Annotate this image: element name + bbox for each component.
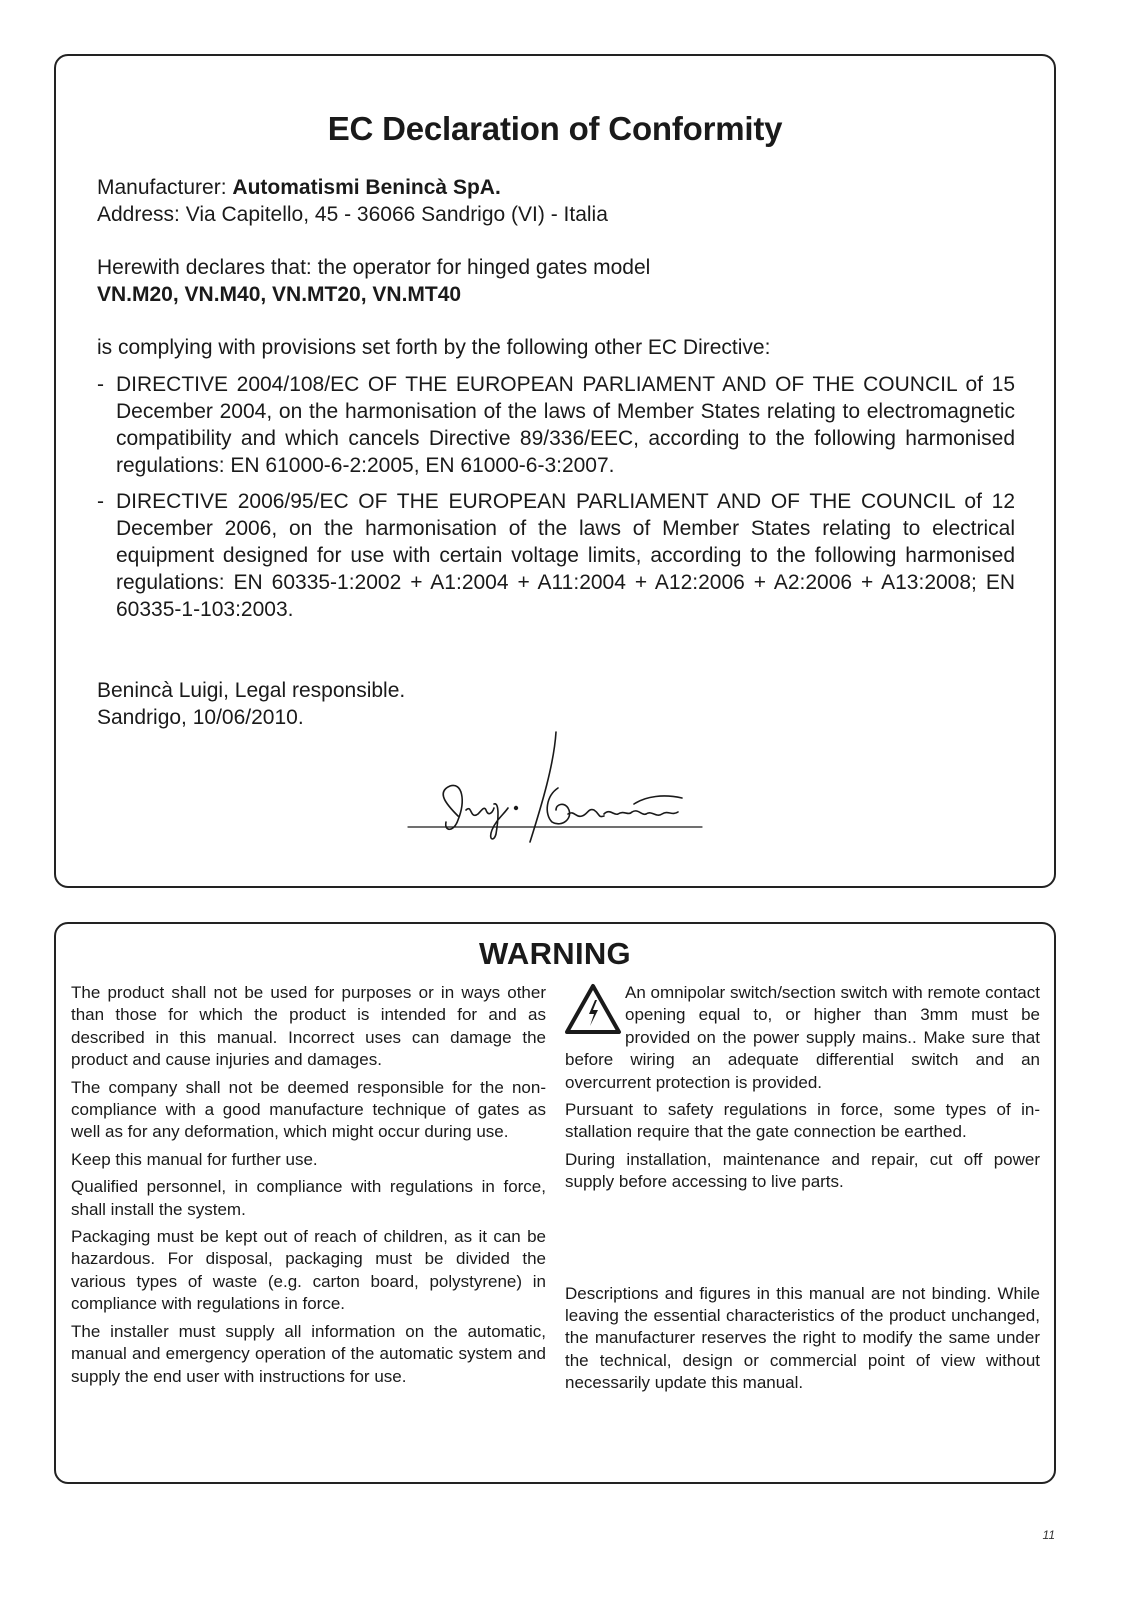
warning-paragraph: An omnipolar switch/section switch with remote contact opening equal to, or higher than 3mm must be provided on the power supply mains.. Make sure that before wiring an adequate differential switch and an overcurrent protection is provided. (565, 983, 1040, 1092)
manufacturer-line (97, 174, 1015, 201)
page-number: 11 (1042, 1528, 1055, 1542)
warning-paragraph: Pursuant to safety regulations in force, some types of in-stallation require that the gate connection be earthed. (565, 1100, 1040, 1142)
warning-paragraph: Packaging must be kept out of reach of children, as it can be hazardous. For disposal, packaging must be divided the various types of waste (e.g. carton board, polystyrene) in compliance with regulations in force. (71, 1227, 546, 1314)
warning-paragraph: The product shall not be used for purposes or in ways other than those for which the product is intended for and as described in this manual. Incorrect uses can damage the product and cause injuries and damages. (71, 983, 546, 1070)
ec-title: EC Declaration of Conformity (327, 110, 783, 147)
directive-text: DIRECTIVE 2004/108/EC OF THE EUROPEAN PARLIAMENT AND OF THE COUNCIL of 15 December 2004, on the harmonisation of the laws of Member States relating to electromagnetic compatibility and which cancels Directive 89/336/EEC, according to the following harmonised regulations: EN 61000-6-2:2005, EN 61000-6-3:2007. (116, 373, 1015, 477)
electrical-hazard-icon (563, 982, 623, 1038)
list-dash: - (97, 490, 104, 513)
warning-paragraph: Keep this manual for further use. (71, 1149, 318, 1169)
complying-text: is complying with provisions set forth by the following other EC Directive: (97, 336, 771, 359)
address-line: Address: Via Capitello, 45 - 36066 Sandrigo (VI) - Italia (97, 203, 608, 226)
manufacturer-name: Automatismi Benincà SpA. (232, 176, 501, 199)
directive-item (97, 371, 1015, 479)
responsible-line: Benincà Luigi, Legal responsible. (97, 679, 406, 702)
warning-paragraph: Descriptions and figures in this manual are not binding. While leaving the essential characteristics of the product unchanged, the manufacturer reserves the right to modify the same under the technical, design or commercial point of view without necessarily update this manual. (565, 1283, 1040, 1393)
manufacturer-label: Manufacturer: (97, 176, 233, 199)
directive-text: DIRECTIVE 2006/95/EC OF THE EUROPEAN PARLIAMENT AND OF THE COUNCIL of 12 December 2006, on the harmonisation of the laws of Member States relating to electrical equipment designed for use with certain voltage limits, according to the following harmonised regulations: EN 60335-1:2002 + A1:2004 + A11:2004 + A12:2006 + A2:2006 + A13:2008; EN 60335-1-103:2003. (116, 490, 1015, 621)
column-gap (565, 1199, 1040, 1283)
declaration-block (97, 254, 1015, 308)
directives-list (97, 371, 1015, 632)
signature-text: Luigi Benincà (406, 724, 413, 725)
warning-panel (54, 922, 1056, 1484)
models-line (97, 281, 1015, 308)
signature-image (406, 724, 706, 854)
manufacturer-block (97, 174, 1015, 228)
models-text: VN.M20, VN.M40, VN.MT20, VN.MT40 (97, 283, 462, 306)
warning-paragraph: During installation, maintenance and repair, cut off power supply before accessing to live parts. (565, 1149, 1040, 1192)
place-date-line: Sandrigo, 10/06/2010. (97, 706, 304, 729)
warning-right-column (565, 982, 1040, 1400)
list-dash: - (97, 373, 104, 396)
warning-title: WARNING (479, 936, 631, 971)
complying-line (97, 334, 1015, 361)
warning-paragraph: Qualified personnel, in compliance with regulations in force, shall install the system. (71, 1177, 546, 1219)
directive-item (97, 488, 1015, 623)
warning-paragraph: The company shall not be deemed responsible for the non-compliance with a good manufacture technique of gates as well as for any deformation, which might occur during use. (71, 1077, 546, 1142)
warning-left-column (71, 982, 546, 1393)
warning-paragraph: The installer must supply all information on the automatic, manual and emergency operation of the automatic system and supply the end user with instructions for use. (71, 1321, 546, 1386)
responsible-block (97, 677, 1015, 731)
ec-declaration-panel (54, 54, 1056, 888)
declares-line: Herewith declares that: the operator for hinged gates model (97, 256, 651, 279)
